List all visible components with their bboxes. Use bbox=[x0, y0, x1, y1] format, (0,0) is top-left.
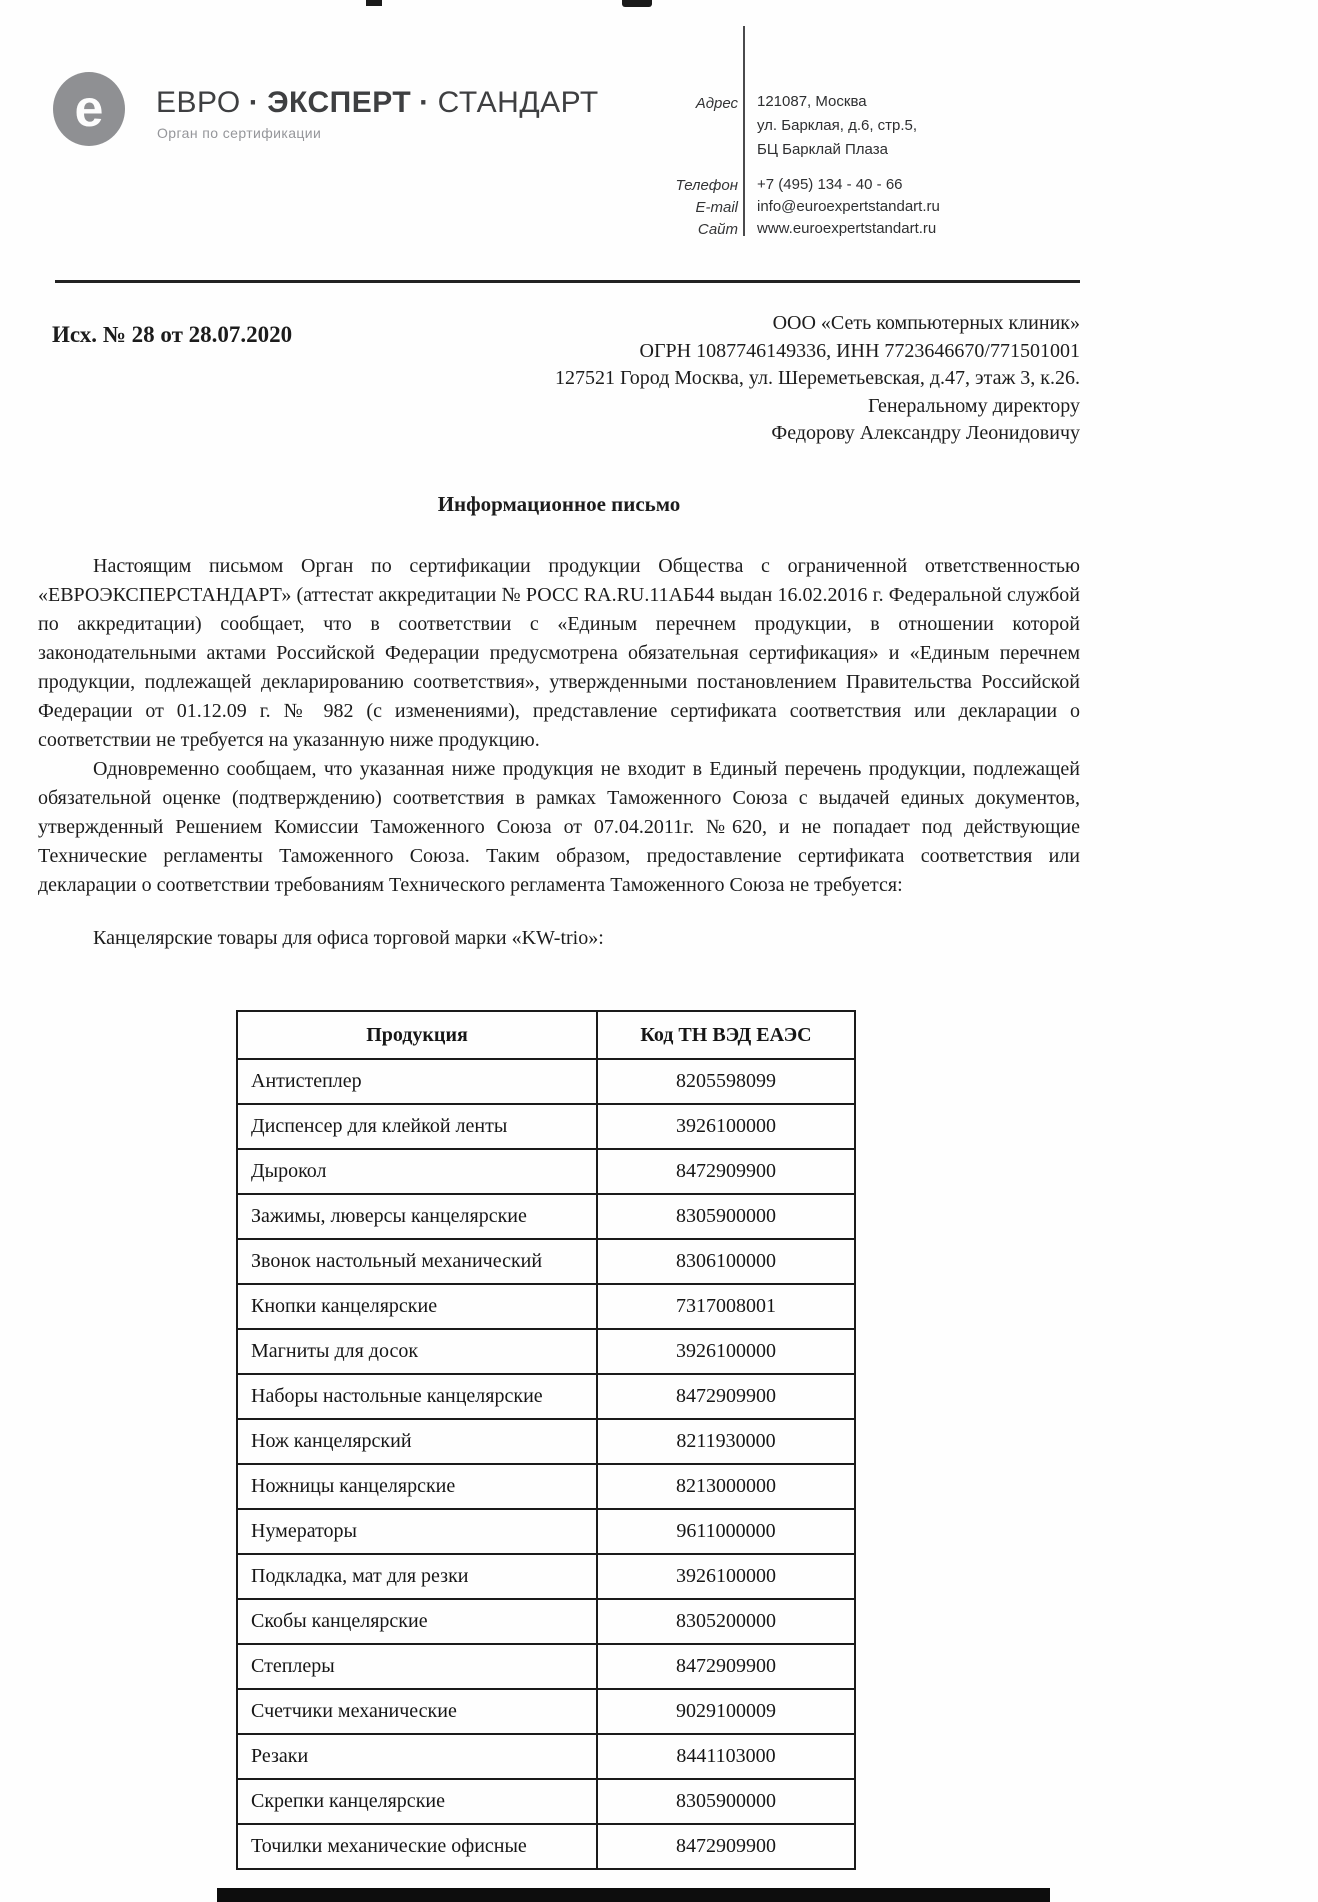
product-code-cell: 9611000000 bbox=[597, 1509, 855, 1554]
brand-part-standart: СТАНДАРТ bbox=[437, 86, 599, 119]
brand-separator: · bbox=[419, 86, 430, 119]
table-row bbox=[237, 1329, 855, 1374]
product-code-cell: 3926100000 bbox=[597, 1104, 855, 1149]
product-name-cell: Счетчики механические bbox=[237, 1689, 597, 1734]
table-row bbox=[237, 1599, 855, 1644]
product-name-cell: Зажимы, люверсы канцелярские bbox=[237, 1194, 597, 1239]
table-row bbox=[237, 1104, 855, 1149]
product-code-cell: 3926100000 bbox=[597, 1329, 855, 1374]
header-vertical-divider bbox=[743, 26, 745, 236]
product-name-cell: Наборы настольные канцелярские bbox=[237, 1374, 597, 1419]
recipient-block bbox=[420, 310, 1080, 448]
recipient-line: Генеральному директору bbox=[867, 394, 1080, 417]
email-label: E-mail bbox=[695, 199, 738, 216]
company-logo-icon bbox=[53, 72, 125, 146]
product-name-cell: Точилки механические офисные bbox=[237, 1824, 597, 1869]
product-name-cell: Ножницы канцелярские bbox=[237, 1464, 597, 1509]
product-code-cell: 8472909900 bbox=[597, 1644, 855, 1689]
product-code-cell: 8306100000 bbox=[597, 1239, 855, 1284]
company-subtitle: Орган по сертификации bbox=[157, 125, 322, 141]
recipient-line: ООО «Сеть компьютерных клиник» bbox=[772, 312, 1080, 334]
website-value: www.euroexpertstandart.ru bbox=[757, 220, 937, 237]
product-code-cell: 9029100009 bbox=[597, 1689, 855, 1734]
product-code-cell: 8305900000 bbox=[597, 1779, 855, 1824]
letter-paragraph: Настоящим письмом Орган по сертификации продукции Общества с ограниченной ответственностью «ЕВРОЭКСПЕРСТАНДАРТ» (аттестат аккредитации № РОСС RA.RU.11АБ44 выдан 16.02.2016 г. Федеральной службой по аккредитации) сообщает, что в соответствии с «Единым перечнем продукции, в отношении которой законодательными актами Российской Федерации предусмотрена обязательная сертификация» и «Единым перечнем продукции, подлежащей декларированию соответствия», утвержденными постановлением Правительства Российской Федерации от 01.12.09 г. № 982 (с изменениями), представление сертификата соответствия или декларации о соответствии не требуется на указанную ниже продукцию. bbox=[38, 555, 1080, 751]
table-row bbox=[237, 1194, 855, 1239]
product-code-cell: 7317008001 bbox=[597, 1284, 855, 1329]
table-row bbox=[237, 1734, 855, 1779]
address-line: БЦ Барклай Плаза bbox=[757, 141, 888, 158]
scan-artifact bbox=[622, 0, 652, 7]
product-code-cell: 8305900000 bbox=[597, 1194, 855, 1239]
scan-artifact bbox=[366, 0, 382, 6]
table-row bbox=[237, 1149, 855, 1194]
product-name-cell: Магниты для досок bbox=[237, 1329, 597, 1374]
phone-label: Телефон bbox=[675, 177, 738, 194]
scan-bottom-edge bbox=[217, 1888, 1050, 1902]
letter-title: Информационное письмо bbox=[437, 492, 681, 516]
product-code-cell: 8211930000 bbox=[597, 1419, 855, 1464]
letter-body bbox=[38, 552, 1080, 953]
brand-separator: · bbox=[248, 86, 260, 119]
table-row bbox=[237, 1419, 855, 1464]
table-row bbox=[237, 1464, 855, 1509]
logo-letter: e bbox=[74, 80, 104, 138]
products-intro-line: Канцелярские товары для офиса торговой марки «KW-trio»: bbox=[93, 927, 604, 949]
product-name-cell: Кнопки канцелярские bbox=[237, 1284, 597, 1329]
table-row bbox=[237, 1644, 855, 1689]
table-header-row bbox=[237, 1011, 855, 1059]
letter-paragraph: Одновременно сообщаем, что указанная ниже продукция не входит в Единый перечень продукции, подлежащей обязательной оценке (подтверждению) соответствия в рамках Таможенного Союза с выдачей единых документов, утвержденный Решением Комиссии Таможенного Союза от 07.04.2011г. №620, и не попадает под действующие Технические регламенты Таможенного Союза. Таким образом, предоставление сертификата соответствия или декларации о соответствии требованиям Технического регламента Таможенного Союза не требуется: bbox=[38, 758, 1080, 896]
address-label: Адрес bbox=[695, 95, 738, 112]
table-row bbox=[237, 1689, 855, 1734]
recipient-line: ОГРН 1087746149336, ИНН 7723646670/771501001 bbox=[639, 339, 1080, 362]
column-header-code: Код ТН ВЭД ЕАЭС bbox=[597, 1011, 855, 1059]
recipient-line: 127521 Город Москва, ул. Шереметьевская, д.47, этаж 3, к.26. bbox=[555, 367, 1080, 389]
product-table-body bbox=[237, 1059, 855, 1869]
product-name-cell: Нумераторы bbox=[237, 1509, 597, 1554]
product-name-cell: Звонок настольный механический bbox=[237, 1239, 597, 1284]
product-code-cell: 8441103000 bbox=[597, 1734, 855, 1779]
email-value: info@euroexpertstandart.ru bbox=[757, 198, 940, 215]
table-row bbox=[237, 1509, 855, 1554]
product-name-cell: Резаки bbox=[237, 1734, 597, 1779]
product-name-cell: Дырокол bbox=[237, 1149, 597, 1194]
address-line: ул. Барклая, д.6, стр.5, bbox=[757, 117, 918, 134]
product-name-cell: Нож канцелярский bbox=[237, 1419, 597, 1464]
product-name-cell: Диспенсер для клейкой ленты bbox=[237, 1104, 597, 1149]
table-row bbox=[237, 1374, 855, 1419]
outgoing-ref-number: Исх. № 28 от 28.07.2020 bbox=[52, 322, 293, 347]
table-row bbox=[237, 1824, 855, 1869]
product-code-cell: 8472909900 bbox=[597, 1824, 855, 1869]
product-code-cell: 8213000000 bbox=[597, 1464, 855, 1509]
product-name-cell: Степлеры bbox=[237, 1644, 597, 1689]
table-row bbox=[237, 1239, 855, 1284]
product-name-cell: Антистеплер bbox=[237, 1059, 597, 1104]
column-header-product: Продукция bbox=[237, 1011, 597, 1059]
product-code-table bbox=[236, 1010, 856, 1870]
company-name bbox=[156, 86, 599, 120]
product-code-cell: 8472909900 bbox=[597, 1149, 855, 1194]
product-code-cell: 8305200000 bbox=[597, 1599, 855, 1644]
brand-part-evro: ЕВРО bbox=[156, 86, 241, 119]
address-line: 121087, Москва bbox=[757, 93, 867, 110]
table-row bbox=[237, 1059, 855, 1104]
product-code-cell: 8205598099 bbox=[597, 1059, 855, 1104]
product-code-cell: 8472909900 bbox=[597, 1374, 855, 1419]
product-name-cell: Скрепки канцелярские bbox=[237, 1779, 597, 1824]
brand-part-expert: ЭКСПЕРТ bbox=[267, 86, 412, 119]
phone-value: +7 (495) 134 - 40 - 66 bbox=[757, 176, 903, 193]
table-row bbox=[237, 1779, 855, 1824]
product-code-cell: 3926100000 bbox=[597, 1554, 855, 1599]
website-label: Сайт bbox=[697, 221, 738, 238]
table-row bbox=[237, 1284, 855, 1329]
product-name-cell: Подкладка, мат для резки bbox=[237, 1554, 597, 1599]
header-divider-line bbox=[55, 280, 1080, 283]
recipient-line: Федорову Александру Леонидовичу bbox=[771, 422, 1080, 444]
table-row bbox=[237, 1554, 855, 1599]
product-name-cell: Скобы канцелярские bbox=[237, 1599, 597, 1644]
